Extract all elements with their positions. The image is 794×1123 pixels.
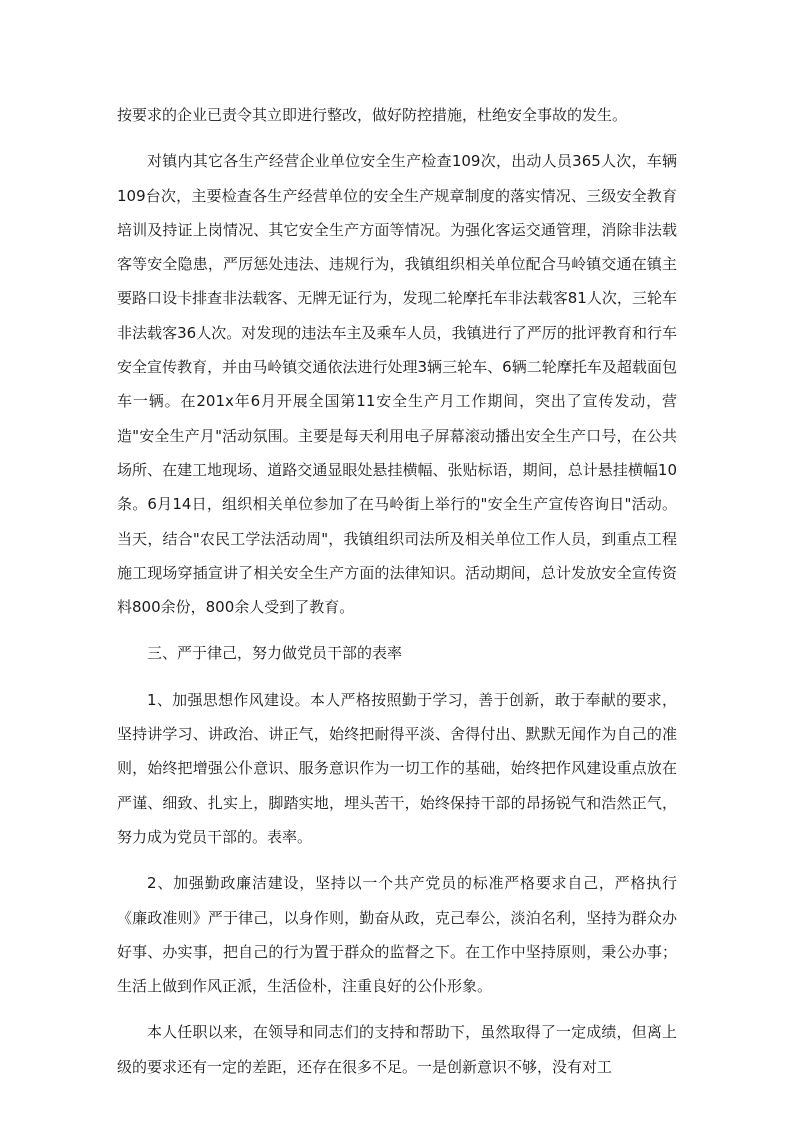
section-heading: 三、严于律己，努力做党员干部的表率 [147, 644, 403, 663]
paragraph-ideology-style: 1、加强思想作风建设。本人严格按照勤于学习，善于创新，敢于奉献的要求，坚持讲学习、讲政治、讲正气，始终把耐得平淡、舍得付出、默默无闻作为自己的准则，始终把增强公仆意识、服务意识作为一切工作的基础，始终把作风建设重点放在严谨、细致、扎实上，脚踏实地，埋头苦干，始终保持干部的昂扬锐气和浩然正气，努力成为党员干部的。表率。 [117, 690, 677, 846]
paragraph-summary: 本人任职以来，在领导和同志们的支持和帮助下，虽然取得了一定成绩，但离上级的要求还有一定的差距，还存在很多不足。一是创新意识不够，没有对工 [117, 1023, 677, 1076]
paragraph-continuation: 按要求的企业已责令其立即进行整改，做好防控措施，杜绝安全事故的发生。 [117, 106, 628, 124]
paragraph-safety-inspection: 对镇内其它各生产经营企业单位安全生产检查109次，出动人员365人次，车辆109台次，主要检查各生产经营单位的安全生产规章制度的落实情况、三级安全教育培训及持证上岗情况、其它安全生产方面等情况。为强化客运交通管理，消除非法载客等安全隐患，严厉惩处违法、违规行为，我镇组织相关单位配合马岭镇交通在镇主要路口设卡排查非法载客、无牌无证行为，发现二轮摩托车非法载客81人次，三轮车非法载客36人次。对发现的违法车主及乘车人员，我镇进行了严厉的批评教育和行车安全宣传教育，并由马岭镇交通依法进行处理3辆三轮车、6辆二轮摩托车及超载面包车一辆。在201x年6月开展全国第11安全生产月工作期间，突出了宣传发动，营造"安全生产月"活动氛围。主要是每天利用电子屏幕滚动播出安全生产口号，在公共场所、在建工地现场、道路交通显眼处悬挂横幅、张贴标语，期间，总计悬挂横幅10条。6月14日，组织相关单位参加了在马岭街上举行的"安全生产宣传咨询日"活动。当天，结合"农民工学法活动周"，我镇组织司法所及相关单位工作人员，到重点工程施工现场穿插宣讲了相关安全生产方面的法律知识。活动期间，总计发放安全宣传资料800余份，800余人受到了教育。 [117, 152, 677, 617]
paragraph-integrity: 2、加强勤政廉洁建设，坚持以一个共产党员的标准严格要求自己，严格执行《廉政准则》严于律己，以身作则，勤奋从政，克己奉公，淡泊名利，坚持为群众办好事、办实事，把自己的行为置于群众的监督之下。在工作中坚持原则，秉公办事；生活上做到作风正派，生活俭朴，注重良好的公仆形象。 [117, 874, 677, 996]
